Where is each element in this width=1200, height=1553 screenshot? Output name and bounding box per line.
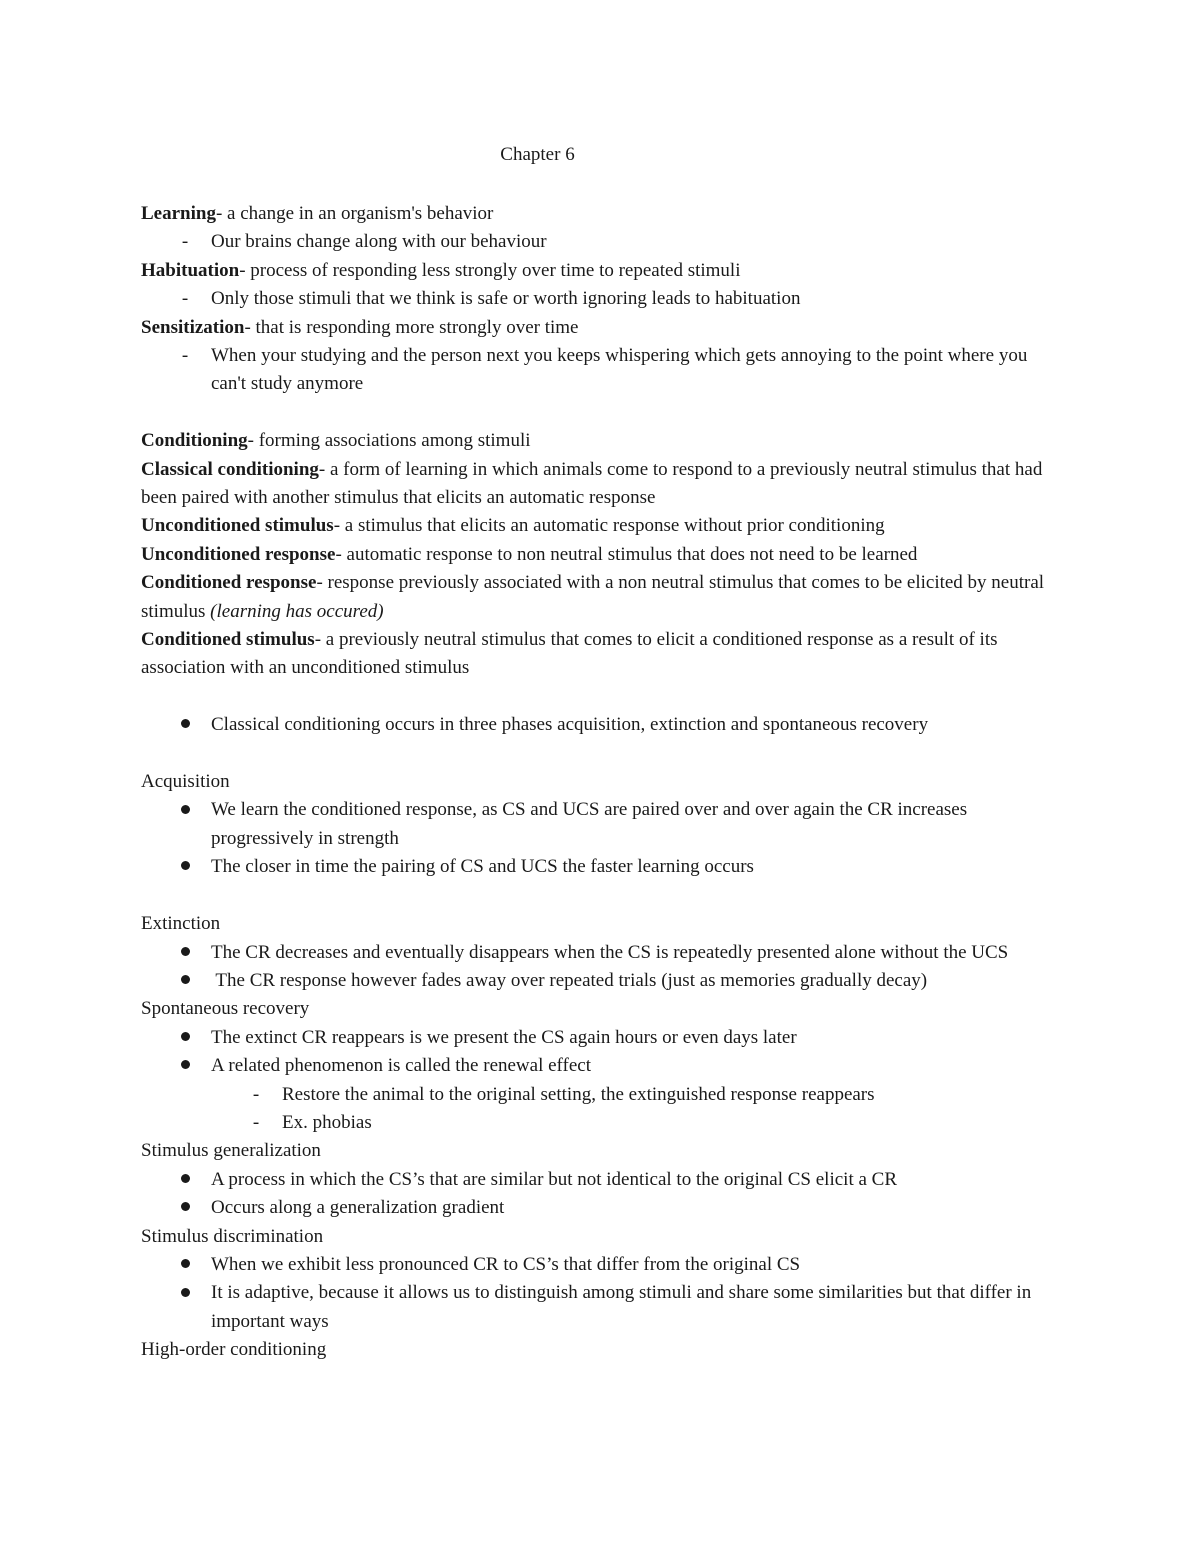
list-item-text: Our brains change along with our behaviour [211, 231, 547, 253]
definition-text: - a previously neutral stimulus that comes to elicit a conditioned response as a result of its association with an unconditioned stimulus [141, 629, 998, 679]
list-item-text: Restore the animal to the original setting, the extinguished response reappears [282, 1083, 875, 1105]
definition-classical-conditioning [141, 456, 1061, 513]
dash-marker: - [252, 1083, 260, 1105]
list-item [141, 1052, 1061, 1080]
list-item [141, 285, 1061, 313]
term: Conditioned stimulus [141, 629, 315, 651]
term: Conditioning [141, 430, 248, 452]
definition-habituation [141, 257, 1061, 285]
spacer [141, 740, 1061, 768]
list-item-text: Only those stimuli that we think is safe or worth ignoring leads to habituation [211, 288, 801, 310]
list-item [141, 939, 1061, 967]
definition-text: - a change in an organism's behavior [215, 203, 494, 224]
definition-sensitization [141, 314, 1061, 342]
section-heading-extinction: Extinction [141, 913, 221, 935]
list-item [141, 1251, 1061, 1279]
definition-learning [141, 200, 1061, 228]
list-item [141, 1024, 1061, 1052]
definition-text: - process of responding less strongly over time to repeated stimuli [239, 259, 741, 281]
list-item-text: We learn the conditioned response, as CS and UCS are paired over and over again the CR increases progressively in strength [211, 799, 968, 849]
definition-unconditioned-stimulus [141, 512, 1061, 540]
bullet-icon [175, 1166, 195, 1194]
definition-conditioned-stimulus [141, 626, 1061, 683]
definition-text: - a form of learning in which animals come to respond to a previously neutral stimulus that had been paired with another stimulus that elicits an automatic response [141, 458, 1043, 509]
list-item [141, 796, 1061, 853]
list-item-text: When we exhibit less pronounced CR to CS’s that differ from the original CS [211, 1253, 801, 1275]
bullet-icon [175, 1194, 195, 1222]
bullet-icon [175, 1251, 195, 1279]
definition-text: - automatic response to non neutral stimulus that does not need to be learned [335, 543, 918, 565]
page-title: Chapter 6 [500, 144, 575, 165]
term: Unconditioned response [141, 543, 336, 565]
sub-list-item [141, 1109, 1061, 1137]
dash-marker: - [181, 288, 189, 310]
term: Conditioned response [141, 572, 317, 594]
list-item-text: When your studying and the person next you keeps whispering which gets annoying to the point where you can't study anymore [211, 345, 1028, 395]
list-item-text: The CR response however fades away over repeated trials (just as memories gradually decay) [211, 969, 928, 991]
sub-list-item [141, 1081, 1061, 1109]
dash-marker: - [181, 345, 189, 367]
term: Sensitization [141, 316, 245, 338]
bullet-icon [175, 1024, 195, 1052]
list-item-text: A process in which the CS’s that are similar but not identical to the original CS elicit a CR [211, 1168, 898, 1190]
section-heading-acquisition: Acquisition [141, 771, 230, 793]
term: Learning [141, 203, 216, 224]
list-item-text: The extinct CR reappears is we present the CS again hours or even days later [211, 1026, 797, 1048]
list-item [141, 1166, 1061, 1194]
list-item-text: The CR decreases and eventually disappears when the CS is repeatedly presented alone without the UCS [211, 941, 1009, 963]
list-item-text: Occurs along a generalization gradient [211, 1197, 505, 1219]
section-heading-stimulus-generalization: Stimulus generalization [141, 1140, 321, 1162]
bullet-icon [175, 1279, 195, 1307]
bullet-icon [175, 853, 195, 881]
spacer [141, 683, 1061, 711]
term: Unconditioned stimulus [141, 515, 334, 537]
term: Classical conditioning [141, 458, 319, 480]
list-item-text: The closer in time the pairing of CS and UCS the faster learning occurs [211, 856, 754, 878]
list-item [141, 711, 1061, 739]
document-body [141, 200, 1061, 1365]
definition-text: - that is responding more strongly over time [244, 316, 579, 338]
definition-text: - forming associations among stimuli [247, 430, 531, 452]
bullet-icon [175, 796, 195, 824]
definition-conditioning [141, 427, 1061, 455]
spacer [141, 399, 1061, 427]
bullet-icon [175, 967, 195, 995]
dash-marker: - [252, 1111, 260, 1133]
list-item [141, 342, 1061, 399]
list-item-text: Classical conditioning occurs in three phases acquisition, extinction and spontaneous recovery [211, 714, 929, 736]
bullet-icon [175, 939, 195, 967]
definition-conditioned-response [141, 569, 1061, 626]
list-item [141, 967, 1061, 995]
bullet-icon [175, 711, 195, 739]
section-heading-spontaneous-recovery: Spontaneous recovery [141, 998, 310, 1020]
list-item [141, 853, 1061, 881]
list-item-text: A related phenomenon is called the renewal effect [211, 1055, 592, 1077]
list-item-text: It is adaptive, because it allows us to distinguish among stimuli and share some similarities but that differ in important ways [211, 1282, 1032, 1332]
term: Habituation [141, 259, 240, 281]
bullet-icon [175, 1052, 195, 1080]
list-item [141, 1194, 1061, 1222]
list-item [141, 1279, 1061, 1336]
dash-marker: - [181, 231, 189, 253]
section-heading-stimulus-discrimination: Stimulus discrimination [141, 1225, 324, 1247]
spacer [141, 882, 1061, 910]
definition-text: - response previously associated with a non neutral stimulus that comes to be elicited by neutral stimulus [141, 572, 1045, 622]
list-item-text: Ex. phobias [282, 1111, 372, 1133]
definition-text: - a stimulus that elicits an automatic response without prior conditioning [333, 515, 885, 537]
section-heading-high-order-conditioning: High-order conditioning [141, 1339, 327, 1361]
italic-note: (learning has occured) [210, 600, 384, 622]
definition-unconditioned-response [141, 541, 1061, 569]
list-item [141, 228, 1061, 256]
